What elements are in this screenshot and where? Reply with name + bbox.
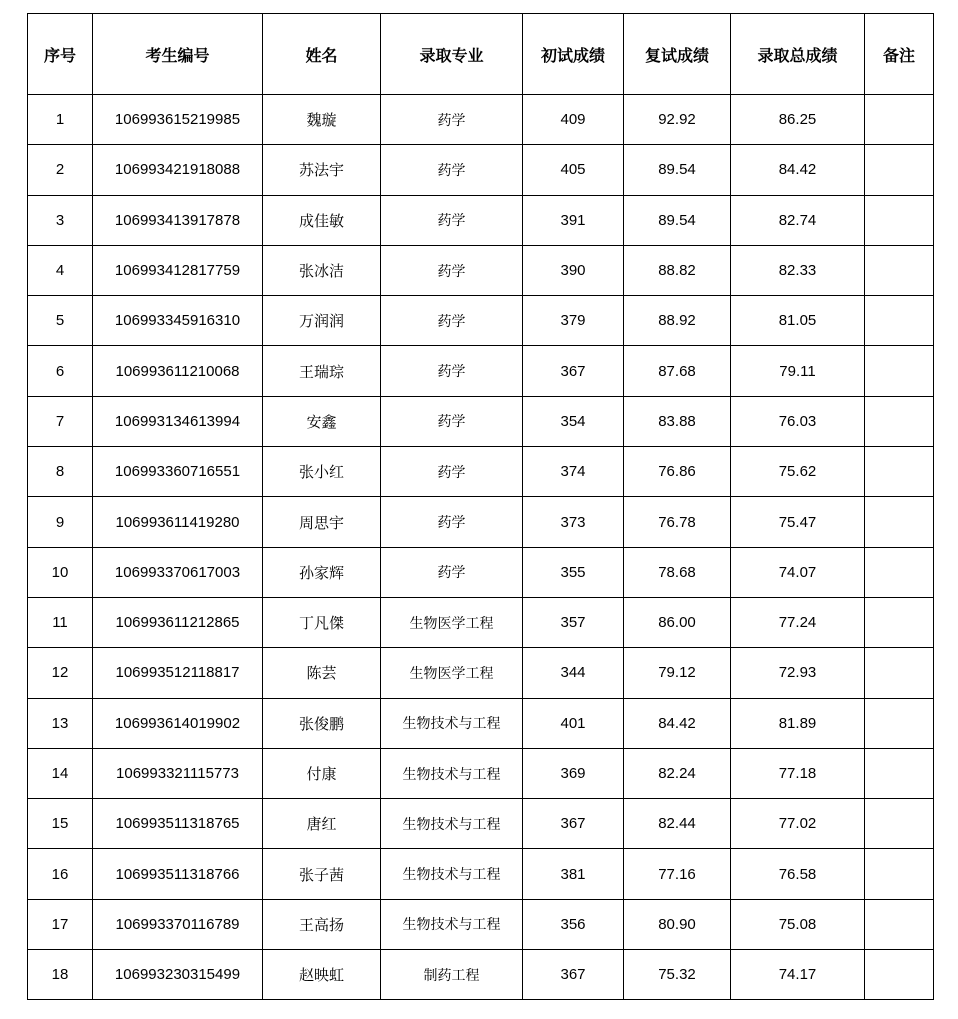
cell-retest-score: 76.78 — [624, 497, 731, 547]
cell-initial-score: 373 — [523, 497, 624, 547]
table-row — [28, 799, 934, 849]
cell-retest-score: 76.86 — [624, 447, 731, 497]
cell-name: 张小红 — [263, 447, 381, 497]
cell-note — [865, 296, 934, 346]
cell-total-score: 79.11 — [731, 346, 865, 396]
cell-total-score: 76.03 — [731, 396, 865, 446]
table-row — [28, 145, 934, 195]
cell-initial-score: 355 — [523, 547, 624, 597]
cell-candidate-id: 106993360716551 — [93, 447, 263, 497]
cell-note — [865, 748, 934, 798]
cell-candidate-id: 106993370617003 — [93, 547, 263, 597]
cell-candidate-id: 106993412817759 — [93, 245, 263, 295]
cell-seq: 14 — [28, 748, 93, 798]
cell-seq: 17 — [28, 899, 93, 949]
cell-major: 药学 — [381, 195, 523, 245]
cell-note — [865, 597, 934, 647]
cell-name: 王高扬 — [263, 899, 381, 949]
cell-name: 成佳敏 — [263, 195, 381, 245]
cell-initial-score: 367 — [523, 799, 624, 849]
cell-initial-score: 405 — [523, 145, 624, 195]
cell-candidate-id: 106993615219985 — [93, 95, 263, 145]
cell-note — [865, 245, 934, 295]
cell-major: 药学 — [381, 447, 523, 497]
cell-retest-score: 83.88 — [624, 396, 731, 446]
header-note: 备注 — [865, 14, 934, 95]
cell-total-score: 82.74 — [731, 195, 865, 245]
cell-initial-score: 356 — [523, 899, 624, 949]
cell-major: 药学 — [381, 296, 523, 346]
cell-name: 王瑞琮 — [263, 346, 381, 396]
cell-total-score: 75.47 — [731, 497, 865, 547]
header-initial-score: 初试成绩 — [523, 14, 624, 95]
cell-note — [865, 497, 934, 547]
table-row — [28, 245, 934, 295]
cell-note — [865, 447, 934, 497]
cell-initial-score: 369 — [523, 748, 624, 798]
cell-seq: 9 — [28, 497, 93, 547]
cell-major: 生物技术与工程 — [381, 849, 523, 899]
cell-retest-score: 84.42 — [624, 698, 731, 748]
cell-name: 张冰洁 — [263, 245, 381, 295]
table-body — [28, 95, 934, 1000]
cell-candidate-id: 106993512118817 — [93, 648, 263, 698]
cell-retest-score: 92.92 — [624, 95, 731, 145]
cell-major: 制药工程 — [381, 950, 523, 1000]
cell-seq: 8 — [28, 447, 93, 497]
cell-initial-score: 390 — [523, 245, 624, 295]
cell-total-score: 75.62 — [731, 447, 865, 497]
cell-candidate-id: 106993413917878 — [93, 195, 263, 245]
cell-note — [865, 195, 934, 245]
cell-total-score: 74.07 — [731, 547, 865, 597]
cell-major: 生物医学工程 — [381, 648, 523, 698]
cell-initial-score: 354 — [523, 396, 624, 446]
cell-retest-score: 77.16 — [624, 849, 731, 899]
cell-major: 生物医学工程 — [381, 597, 523, 647]
cell-total-score: 76.58 — [731, 849, 865, 899]
cell-note — [865, 950, 934, 1000]
cell-retest-score: 88.92 — [624, 296, 731, 346]
cell-initial-score: 344 — [523, 648, 624, 698]
cell-seq: 4 — [28, 245, 93, 295]
cell-retest-score: 88.82 — [624, 245, 731, 295]
table-row — [28, 346, 934, 396]
cell-retest-score: 87.68 — [624, 346, 731, 396]
cell-seq: 6 — [28, 346, 93, 396]
cell-seq: 10 — [28, 547, 93, 597]
cell-major: 生物技术与工程 — [381, 748, 523, 798]
cell-total-score: 84.42 — [731, 145, 865, 195]
admission-table — [27, 13, 934, 1000]
cell-major: 药学 — [381, 346, 523, 396]
header-seq: 序号 — [28, 14, 93, 95]
cell-seq: 3 — [28, 195, 93, 245]
table-row — [28, 195, 934, 245]
cell-total-score: 75.08 — [731, 899, 865, 949]
cell-initial-score: 379 — [523, 296, 624, 346]
cell-seq: 13 — [28, 698, 93, 748]
cell-total-score: 81.05 — [731, 296, 865, 346]
cell-retest-score: 75.32 — [624, 950, 731, 1000]
cell-note — [865, 698, 934, 748]
cell-note — [865, 849, 934, 899]
cell-candidate-id: 106993421918088 — [93, 145, 263, 195]
cell-name: 张子茜 — [263, 849, 381, 899]
cell-name: 周思宇 — [263, 497, 381, 547]
cell-name: 孙家辉 — [263, 547, 381, 597]
table-row — [28, 296, 934, 346]
table-row — [28, 597, 934, 647]
cell-name: 付康 — [263, 748, 381, 798]
cell-seq: 12 — [28, 648, 93, 698]
table-row — [28, 396, 934, 446]
cell-initial-score: 409 — [523, 95, 624, 145]
cell-candidate-id: 106993511318765 — [93, 799, 263, 849]
cell-initial-score: 367 — [523, 950, 624, 1000]
cell-major: 药学 — [381, 145, 523, 195]
cell-major: 药学 — [381, 396, 523, 446]
cell-seq: 7 — [28, 396, 93, 446]
header-candidate-id: 考生编号 — [93, 14, 263, 95]
header-name: 姓名 — [263, 14, 381, 95]
cell-note — [865, 547, 934, 597]
cell-name: 万润润 — [263, 296, 381, 346]
cell-name: 丁凡傑 — [263, 597, 381, 647]
table-row — [28, 950, 934, 1000]
table-row — [28, 899, 934, 949]
cell-candidate-id: 106993611212865 — [93, 597, 263, 647]
cell-retest-score: 86.00 — [624, 597, 731, 647]
cell-seq: 1 — [28, 95, 93, 145]
cell-total-score: 81.89 — [731, 698, 865, 748]
cell-initial-score: 401 — [523, 698, 624, 748]
cell-major: 生物技术与工程 — [381, 698, 523, 748]
table-row — [28, 95, 934, 145]
table-row — [28, 547, 934, 597]
cell-candidate-id: 106993511318766 — [93, 849, 263, 899]
table-row — [28, 748, 934, 798]
cell-name: 张俊鹏 — [263, 698, 381, 748]
cell-name: 赵映虹 — [263, 950, 381, 1000]
cell-candidate-id: 106993230315499 — [93, 950, 263, 1000]
cell-name: 安鑫 — [263, 396, 381, 446]
cell-candidate-id: 106993611419280 — [93, 497, 263, 547]
cell-seq: 5 — [28, 296, 93, 346]
cell-retest-score: 80.90 — [624, 899, 731, 949]
table-row — [28, 648, 934, 698]
cell-name: 唐红 — [263, 799, 381, 849]
cell-name: 陈芸 — [263, 648, 381, 698]
cell-retest-score: 89.54 — [624, 195, 731, 245]
cell-seq: 11 — [28, 597, 93, 647]
cell-major: 药学 — [381, 245, 523, 295]
cell-note — [865, 648, 934, 698]
cell-retest-score: 78.68 — [624, 547, 731, 597]
cell-candidate-id: 106993321115773 — [93, 748, 263, 798]
cell-major: 生物技术与工程 — [381, 799, 523, 849]
cell-retest-score: 82.24 — [624, 748, 731, 798]
cell-candidate-id: 106993370116789 — [93, 899, 263, 949]
cell-total-score: 86.25 — [731, 95, 865, 145]
cell-total-score: 72.93 — [731, 648, 865, 698]
header-total-score: 录取总成绩 — [731, 14, 865, 95]
cell-total-score: 74.17 — [731, 950, 865, 1000]
cell-note — [865, 899, 934, 949]
cell-seq: 18 — [28, 950, 93, 1000]
cell-total-score: 77.18 — [731, 748, 865, 798]
table-row — [28, 698, 934, 748]
table-row — [28, 497, 934, 547]
cell-note — [865, 396, 934, 446]
header-major: 录取专业 — [381, 14, 523, 95]
cell-candidate-id: 106993611210068 — [93, 346, 263, 396]
cell-seq: 16 — [28, 849, 93, 899]
cell-major: 生物技术与工程 — [381, 899, 523, 949]
cell-note — [865, 95, 934, 145]
cell-candidate-id: 106993614019902 — [93, 698, 263, 748]
cell-retest-score: 82.44 — [624, 799, 731, 849]
cell-major: 药学 — [381, 95, 523, 145]
cell-retest-score: 89.54 — [624, 145, 731, 195]
cell-initial-score: 381 — [523, 849, 624, 899]
admission-list — [27, 13, 934, 1000]
cell-total-score: 77.24 — [731, 597, 865, 647]
cell-candidate-id: 106993345916310 — [93, 296, 263, 346]
cell-initial-score: 374 — [523, 447, 624, 497]
cell-name: 魏璇 — [263, 95, 381, 145]
cell-major: 药学 — [381, 547, 523, 597]
cell-candidate-id: 106993134613994 — [93, 396, 263, 446]
cell-initial-score: 391 — [523, 195, 624, 245]
cell-retest-score: 79.12 — [624, 648, 731, 698]
cell-major: 药学 — [381, 497, 523, 547]
cell-note — [865, 145, 934, 195]
cell-initial-score: 367 — [523, 346, 624, 396]
cell-total-score: 82.33 — [731, 245, 865, 295]
cell-total-score: 77.02 — [731, 799, 865, 849]
cell-note — [865, 346, 934, 396]
header-retest-score: 复试成绩 — [624, 14, 731, 95]
cell-initial-score: 357 — [523, 597, 624, 647]
table-row — [28, 447, 934, 497]
cell-note — [865, 799, 934, 849]
cell-seq: 15 — [28, 799, 93, 849]
cell-name: 苏法宇 — [263, 145, 381, 195]
header-row — [28, 14, 934, 95]
table-row — [28, 849, 934, 899]
cell-seq: 2 — [28, 145, 93, 195]
